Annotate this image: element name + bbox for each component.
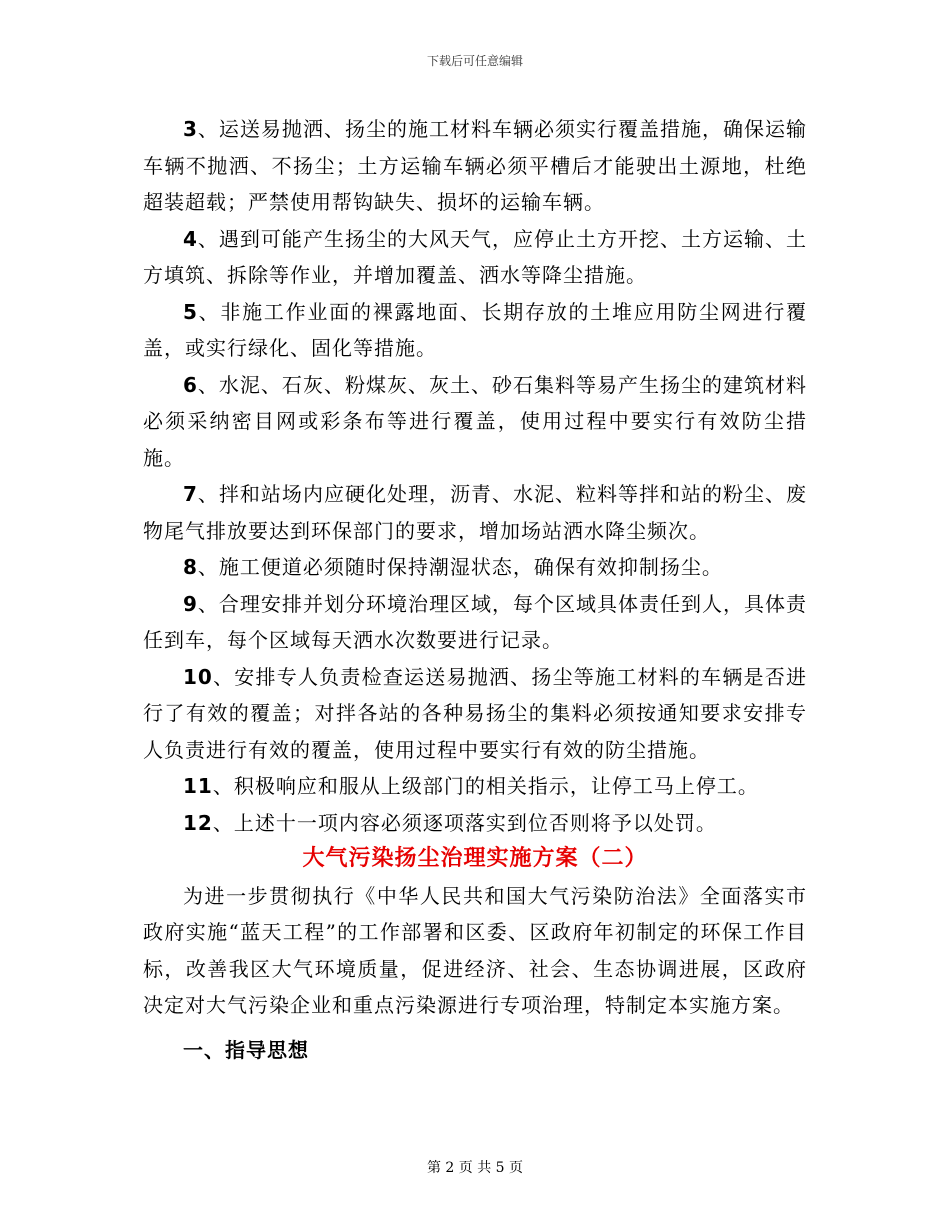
page-number: 第 2 页 共 5 页 [426, 1160, 524, 1176]
list-item-5 [143, 294, 807, 367]
item-number: 9 [183, 591, 198, 616]
list-item-10 [143, 659, 807, 769]
list-item-6 [143, 367, 807, 477]
item-number: 5 [183, 299, 198, 324]
list-item-9 [143, 586, 807, 659]
list-item-4 [143, 221, 807, 294]
intro-paragraph: 为进一步贯彻执行《中华人民共和国大气污染防治法》全面落实市政府实施“蓝天工程”的工作部署和区委、区政府年初制定的环保工作目标，改善我区大气环境质量，促进经济、社会、生态协调进展，区政府决定对大气污染企业和重点污染源进行专项治理，特制定本实施方案。 [143, 883, 807, 1017]
item-text: 、遇到可能产生扬尘的大风天气，应停止土方开挖、土方运输、土方填筑、拆除等作业，并增加覆盖、洒水等降尘措施。 [143, 226, 807, 287]
section-title: 大气污染扬尘治理实施方案（二） [302, 846, 648, 871]
item-text: 、上述十一项内容必须逐项落实到位否则将予以处罚。 [212, 810, 717, 835]
item-text: 、合理安排并划分环境治理区域，每个区域具体责任到人，具体责任到车，每个区域每天洒水次数要进行记录。 [143, 591, 807, 652]
list-item-8 [143, 549, 807, 586]
item-number: 12 [183, 810, 213, 835]
item-number: 3 [183, 117, 198, 141]
list-item-11 [143, 768, 807, 805]
item-number: 4 [183, 226, 198, 251]
document-body [143, 111, 807, 1068]
item-text: 、非施工作业面的裸露地面、长期存放的土堆应用防尘网进行覆盖，或实行绿化、固化等措施。 [143, 299, 807, 360]
item-number: 10 [183, 664, 213, 689]
item-number: 7 [183, 482, 198, 506]
item-text: 、水泥、石灰、粉煤灰、灰土、砂石集料等易产生扬尘的建筑材料必须采纳密目网或彩条布等进行覆盖，使用过程中要实行有效防尘措施。 [143, 372, 807, 470]
page-header: 下载后可任意编辑 [426, 54, 523, 68]
item-text: 、运送易抛洒、扬尘的施工材料车辆必须实行覆盖措施，确保运输车辆不抛洒、不扬尘；土方运输车辆必须平槽后才能驶出土源地，杜绝超装超载；严禁使用帮钩缺失、损坏的运输车辆。 [143, 117, 807, 214]
item-text: 、积极响应和服从上级部门的相关指示，让停工马上停工。 [212, 774, 759, 798]
item-text: 、施工便道必须随时保持潮湿状态，确保有效抑制扬尘。 [197, 555, 723, 579]
item-number: 6 [183, 372, 198, 397]
item-number: 8 [183, 555, 198, 579]
item-text: 、安排专人负责检查运送易抛洒、扬尘等施工材料的车辆是否进行了有效的覆盖；对拌各站的各种易扬尘的集料必须按通知要求安排专人负责进行有效的覆盖，使用过程中要实行有效的防尘措施。 [143, 664, 807, 762]
heading-guiding-ideology: 一、指导思想 [183, 1037, 309, 1062]
item-number: 11 [183, 774, 213, 798]
list-item-7 [143, 476, 807, 549]
list-item-3 [143, 111, 807, 221]
list-item-12 [143, 805, 807, 842]
item-text: 、拌和站场内应硬化处理，沥青、水泥、粒料等拌和站的粉尘、废物尾气排放要达到环保部门的要求，增加场站洒水降尘频次。 [143, 482, 807, 543]
